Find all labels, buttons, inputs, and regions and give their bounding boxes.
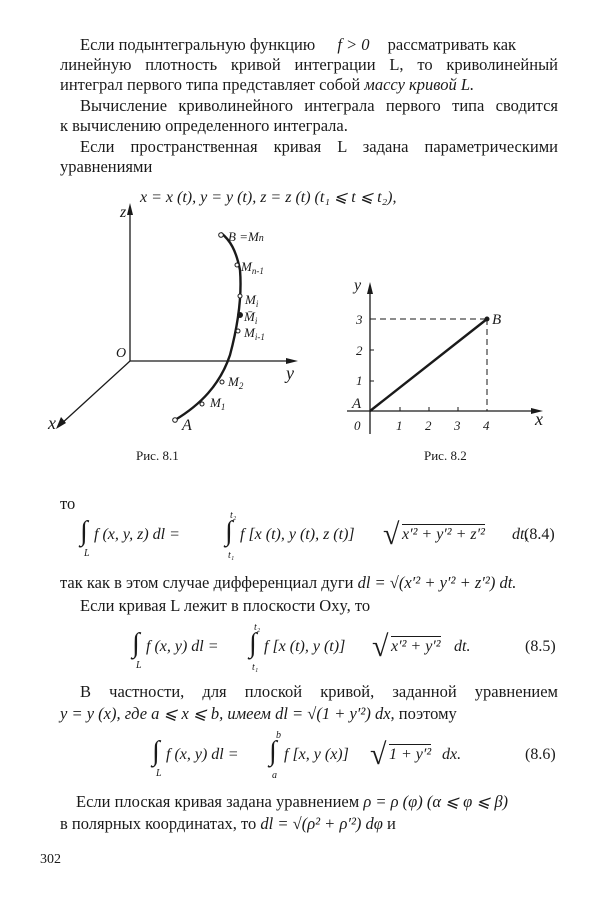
- text: рассматривать как: [387, 35, 517, 54]
- equation-8-4: [80, 510, 560, 562]
- integral-sign: ∫: [152, 736, 160, 767]
- integral-lower-limit: L: [136, 660, 142, 671]
- equation-lhs: f (x, y) dl =: [166, 746, 239, 763]
- svg-text:3: 3: [454, 418, 461, 433]
- integral-lower-limit: t₁: [228, 550, 235, 561]
- differential: dt,: [512, 526, 529, 543]
- parametric-equations: x = x (t), y = y (t), z = z (t) (t₁ ⩽ t ⩽ t₂),: [140, 189, 397, 206]
- integral-upper-limit: t₂: [254, 622, 261, 633]
- integral-lower-limit: L: [84, 548, 90, 559]
- radicand: x′² + y′² + z′²: [402, 526, 485, 543]
- integral-sign: ∫: [269, 736, 277, 767]
- figure-8-1: [30, 195, 330, 465]
- integral-sign: ∫: [132, 628, 140, 659]
- svg-text:0: 0: [354, 418, 361, 433]
- radical-sign: √: [370, 738, 387, 771]
- math-inline: dl = √(x′² + y′² + z′²) dt.: [357, 573, 517, 592]
- point-a-label: A: [352, 396, 362, 412]
- radicand: 1 + y′²: [389, 746, 432, 763]
- integral-sign: ∫: [249, 628, 257, 659]
- text-then: то: [60, 494, 76, 513]
- radical-sign: √: [383, 518, 400, 551]
- equation-8-6: [152, 730, 560, 782]
- integral-sign: ∫: [80, 516, 88, 547]
- svg-text:2: 2: [356, 343, 363, 358]
- math-inline: ρ = ρ (φ) (α ⩽ φ ⩽ β): [363, 792, 509, 811]
- emphasis: массу кривой L.: [364, 75, 475, 94]
- math-inline: dl = √(1 + y′²) dx,: [275, 704, 395, 723]
- paragraph-1-line-3: [60, 75, 474, 95]
- axis-y-label: y: [354, 277, 362, 294]
- paragraph-6-line-2: [60, 814, 396, 834]
- text: в полярных координатах, то: [60, 814, 261, 833]
- origin-label: O: [116, 346, 127, 361]
- paragraph-5-line-2: [60, 704, 457, 724]
- page-number: 302: [40, 852, 61, 867]
- integral-upper-limit: b: [276, 730, 281, 741]
- integral-lower-limit: a: [272, 770, 277, 781]
- paragraph-6-line-1: [76, 792, 508, 812]
- paragraph-1-line-1: [80, 35, 558, 55]
- svg-text:B =Mn: B =Mn: [228, 229, 264, 244]
- equation-number: (8.6): [525, 746, 556, 763]
- differential: dt.: [454, 638, 471, 655]
- figure-8-2: [330, 260, 570, 450]
- paragraph-5-line-1: В частности, для плоской кривой, заданной уравнением: [80, 682, 558, 701]
- text: и: [382, 814, 396, 833]
- text: y = y (x), где a ⩽ x ⩽ b, имеем: [60, 704, 276, 723]
- text: Если плоская кривая задана уравнением: [76, 792, 364, 811]
- svg-text:1: 1: [396, 418, 403, 433]
- svg-text:3: 3: [356, 312, 363, 327]
- differential: dx.: [442, 746, 462, 763]
- svg-text:1: 1: [356, 373, 363, 388]
- equation-integrand: f [x, y (x)]: [284, 746, 349, 763]
- paragraph-3-line-2: уравнениями: [60, 157, 153, 176]
- equation-8-5: [132, 622, 560, 674]
- figure-8-1-caption: Рис. 8.1: [136, 448, 179, 463]
- svg-text:Mi: $M_i$: [245, 292, 259, 309]
- integral-lower-limit: L: [156, 768, 162, 779]
- axis-y-label: y: [286, 363, 294, 383]
- math-inline: f > 0: [337, 35, 370, 54]
- svg-text:M̄i: $M̄_i$: [244, 309, 258, 326]
- integral-sign: ∫: [225, 516, 233, 547]
- text: Если подынтегральную функцию: [80, 35, 316, 54]
- text: поэтому: [394, 704, 457, 723]
- paragraph-1-line-2: линейную плотность кривой интеграции L, то криволинейный: [60, 55, 558, 74]
- svg-text:M2: $M_2$: [228, 374, 244, 391]
- text: так как в этом случае дифференциал дуги: [60, 573, 358, 592]
- axis-x-label: x: [535, 409, 543, 429]
- axis-x-label: x: [48, 413, 56, 433]
- equation-integrand: f [x (t), y (t), z (t)]: [240, 526, 355, 543]
- arc-differential-line: [60, 573, 516, 593]
- svg-text:2: 2: [425, 418, 432, 433]
- radicand: x′² + y′²: [391, 638, 441, 655]
- equation-integrand: f [x (t), y (t)]: [264, 638, 346, 655]
- integral-upper-limit: t₂: [230, 510, 237, 521]
- paragraph-3-line-1: Если пространственная кривая L задана параметрическими: [80, 137, 558, 156]
- integral-lower-limit: t₁: [252, 662, 259, 673]
- svg-text:4: 4: [483, 418, 490, 433]
- paragraph-4: Если кривая L лежит в плоскости Oxy, то: [80, 596, 371, 615]
- equation-lhs: f (x, y) dl =: [146, 638, 219, 655]
- axis-z-label: z: [120, 204, 127, 221]
- paragraph-2-line-1: Вычисление криволинейного интеграла первого типа сводится: [80, 96, 558, 115]
- text: интеграл первого типа представляет собой: [60, 75, 365, 94]
- svg-text:Mn-1: $M_{n-1}$: [241, 259, 264, 276]
- point-a-label: A: [182, 417, 192, 434]
- figure-8-2-caption: Рис. 8.2: [424, 448, 467, 463]
- equation-number: (8.4): [524, 526, 555, 543]
- radical-sign: √: [372, 630, 389, 663]
- equation-number: (8.5): [525, 638, 556, 655]
- svg-text:M1: $M_1$: [210, 395, 226, 412]
- equation-lhs: f (x, y, z) dl =: [94, 526, 180, 543]
- math-inline: dl = √(ρ² + ρ′²) dφ: [260, 814, 383, 833]
- point-b-label: B: [492, 312, 502, 328]
- paragraph-2-line-2: к вычислению определенного интеграла.: [60, 116, 348, 135]
- svg-text:Mi-1: $M_{i-1}$: [244, 325, 265, 342]
